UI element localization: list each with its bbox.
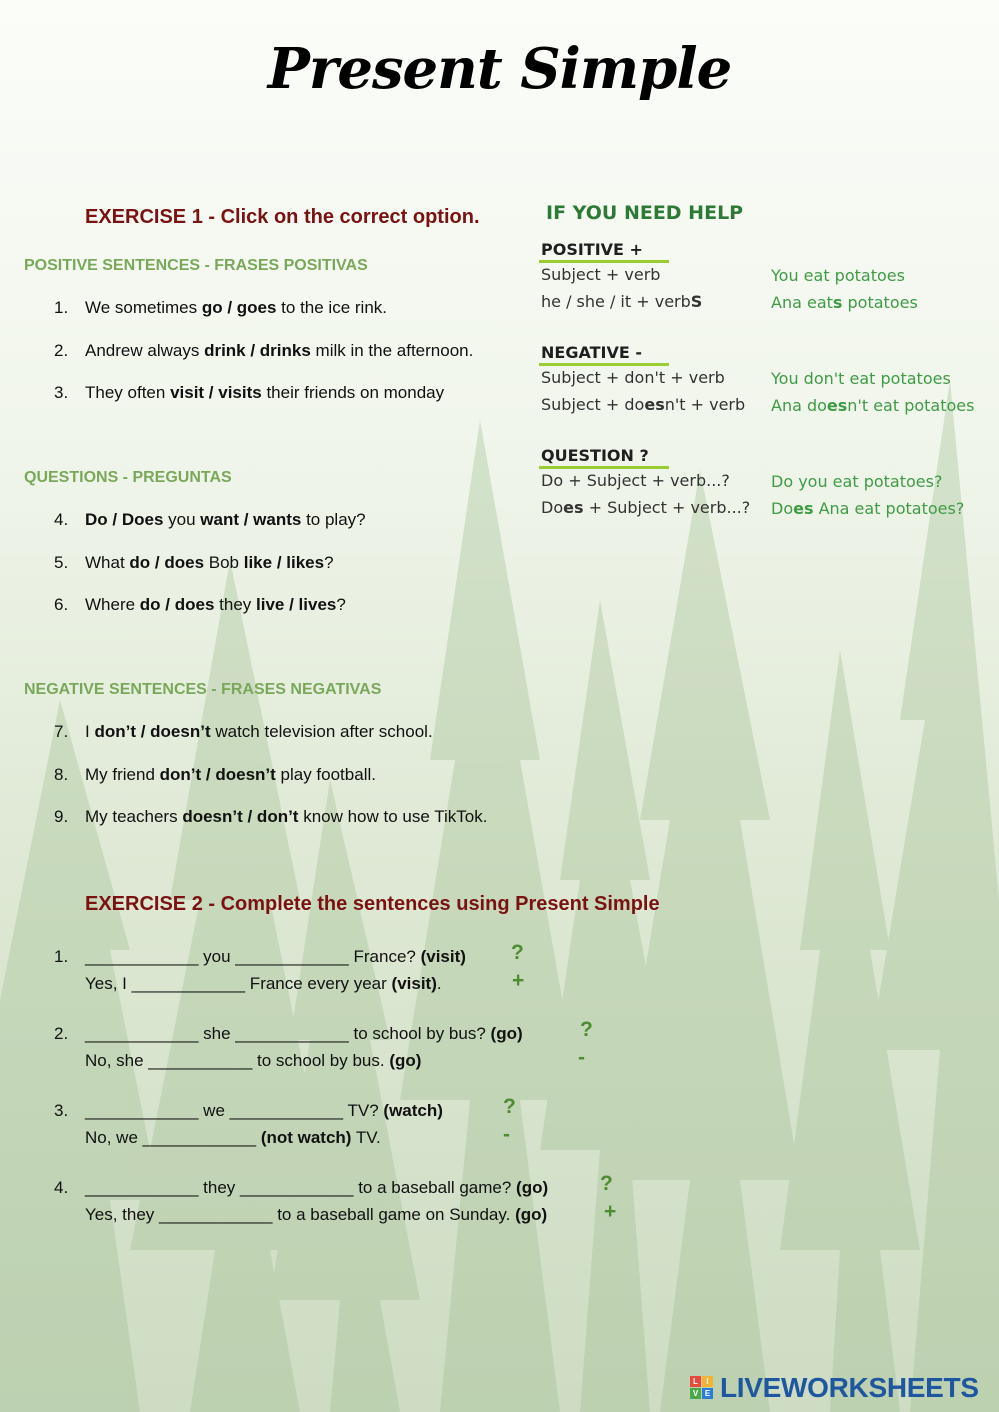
heading-underline: [539, 363, 669, 366]
verb-hint: (go): [516, 1178, 549, 1197]
bold-segment: s: [832, 292, 843, 312]
text-segment: No, we ____________: [85, 1128, 261, 1147]
item-number: 9.: [54, 807, 69, 826]
option-choice[interactable]: like / likes: [243, 552, 325, 572]
text-segment: Yes, I ____________ France every year: [85, 974, 392, 993]
item-text: [85, 765, 376, 785]
page-title: Present Simple: [267, 36, 732, 102]
item-number: 7.: [54, 722, 69, 741]
bold-segment: es: [644, 394, 665, 414]
answer-line[interactable]: [85, 974, 442, 994]
verb-hint: (go): [490, 1024, 523, 1043]
item-number: 3.: [54, 383, 69, 402]
exercise-1-item: [0, 383, 560, 405]
option-choice[interactable]: do / does: [139, 595, 215, 614]
text-segment: ____________ you ____________ France?: [85, 947, 421, 966]
exercise-1-item: [0, 807, 560, 829]
text-segment: They often: [85, 383, 171, 402]
text-segment: .: [436, 974, 442, 993]
text-segment: ____________ she ____________ to school by bus?: [85, 1024, 491, 1043]
text-segment: milk in the afternoon.: [310, 340, 474, 360]
verb-hint: (visit): [391, 974, 437, 993]
text-segment: My friend: [85, 764, 160, 784]
question-line[interactable]: [85, 1024, 523, 1044]
help-rule: [541, 498, 750, 517]
help-example: [771, 369, 951, 388]
help-rule: [541, 395, 745, 414]
bold-segment: es: [826, 395, 848, 415]
item-number: 1.: [54, 298, 69, 317]
exercise-2-item: [0, 1018, 700, 1074]
help-rule: [541, 265, 660, 284]
text-segment: You don't eat potatoes: [771, 369, 951, 388]
help-heading: QUESTION ?: [541, 446, 649, 465]
question-line[interactable]: [85, 947, 466, 967]
text-segment: Where: [85, 595, 140, 614]
text-segment: watch television after school.: [210, 722, 433, 741]
text-segment: Subject + don't + verb: [541, 368, 725, 387]
help-rule: [541, 471, 730, 490]
text-segment: What: [85, 552, 130, 572]
text-segment: I: [85, 722, 95, 741]
item-number: 3.: [54, 1101, 69, 1120]
item-number: 4.: [54, 510, 69, 529]
logo-icon-cell: E: [702, 1388, 713, 1399]
answer-line[interactable]: [85, 1128, 381, 1148]
answer-sign: +: [512, 969, 525, 992]
item-number: 2.: [54, 1024, 69, 1043]
text-segment: Do: [541, 497, 564, 517]
item-text: [85, 383, 444, 403]
verb-hint: (visit): [420, 947, 466, 966]
item-text: [85, 553, 334, 573]
exercise-1-item: [0, 298, 560, 320]
option-choice[interactable]: do / does: [129, 552, 205, 572]
option-choice[interactable]: don’t / doesn’t: [94, 722, 211, 741]
text-segment: ____________ they ____________ to a baseball game?: [85, 1178, 517, 1197]
answer-sign: -: [503, 1123, 510, 1146]
text-segment: No, she ___________ to school by bus.: [85, 1051, 390, 1070]
text-segment: to play?: [301, 510, 366, 529]
question-sign: ?: [511, 941, 524, 964]
option-choice[interactable]: live / lives: [256, 595, 337, 614]
item-number: 2.: [54, 340, 69, 360]
text-segment: he / she / it + verb: [541, 291, 691, 311]
bold-segment: es: [793, 498, 814, 518]
text-segment: Do + Subject + verb...?: [541, 471, 730, 490]
help-heading: POSITIVE +: [541, 240, 643, 259]
text-segment: potatoes: [842, 292, 918, 312]
item-number: 1.: [54, 947, 69, 966]
section-heading: NEGATIVE SENTENCES - FRASES NEGATIVAS: [24, 681, 382, 698]
text-segment: their friends on monday: [261, 383, 445, 402]
exercise-1-item: [0, 553, 560, 575]
item-text: [85, 298, 387, 318]
text-segment: know how to use TikTok.: [298, 807, 488, 826]
exercise-1-item: [0, 510, 560, 532]
logo-text: LIVEWORKSHEETS: [720, 1372, 979, 1403]
logo-icon-cell: I: [702, 1376, 713, 1387]
item-number: 4.: [54, 1178, 69, 1197]
option-choice[interactable]: don’t / doesn’t: [159, 764, 276, 784]
text-segment: Ana eat potatoes?: [813, 498, 965, 518]
exercise-1-item: [0, 341, 560, 363]
verb-hint: (go): [389, 1051, 422, 1070]
answer-line[interactable]: [85, 1051, 421, 1071]
option-choice[interactable]: want / wants: [200, 510, 302, 529]
item-text: [85, 595, 346, 615]
logo-icon: [690, 1376, 714, 1400]
help-rule: [541, 292, 702, 311]
bold-segment: es: [563, 497, 584, 517]
text-segment: + Subject + verb...?: [583, 497, 751, 517]
option-choice[interactable]: go / goes: [201, 298, 277, 317]
liveworksheets-logo: [690, 1372, 990, 1404]
text-segment: We sometimes: [85, 298, 202, 317]
text-segment: to the ice rink.: [276, 298, 388, 317]
text-segment: Subject + verb: [541, 265, 661, 284]
text-segment: Ana do: [771, 395, 827, 415]
text-segment: n't + verb: [664, 394, 746, 414]
question-line[interactable]: [85, 1101, 443, 1121]
question-sign: ?: [580, 1018, 593, 1041]
item-text: [85, 510, 366, 530]
help-heading: NEGATIVE -: [541, 343, 642, 362]
text-segment: Yes, they ____________ to a baseball game on Sunday.: [85, 1205, 516, 1224]
item-number: 6.: [54, 595, 69, 614]
verb-hint: (go): [515, 1205, 548, 1224]
help-example: [771, 396, 974, 415]
question-line[interactable]: [85, 1178, 548, 1198]
text-segment: ____________ we ____________ TV?: [85, 1101, 384, 1120]
exercise-1-item: [0, 722, 560, 744]
answer-line[interactable]: [85, 1205, 547, 1225]
text-segment: n't eat potatoes: [847, 395, 975, 415]
help-example: [771, 499, 964, 518]
help-example: [771, 472, 942, 491]
item-number: 8.: [54, 764, 69, 784]
logo-icon-cell: L: [690, 1376, 701, 1387]
exercise-1-item: [0, 765, 560, 787]
option-choice[interactable]: doesn’t / don’t: [182, 807, 299, 826]
text-segment: My teachers: [85, 807, 183, 826]
help-example: [771, 266, 905, 285]
item-text: [85, 807, 487, 827]
question-sign: ?: [600, 1172, 613, 1195]
item-number: 5.: [54, 552, 69, 572]
help-rule: [541, 368, 725, 387]
text-segment: TV.: [351, 1128, 381, 1147]
section-heading: POSITIVE SENTENCES - FRASES POSITIVAS: [24, 257, 368, 274]
option-choice[interactable]: Do / Does: [85, 510, 164, 529]
text-segment: Subject + do: [541, 394, 645, 414]
text-segment: play football.: [275, 764, 376, 784]
item-text: [85, 341, 473, 361]
text-segment: ?: [324, 552, 334, 572]
text-segment: you: [163, 510, 201, 529]
exercise-2-item: [0, 1172, 700, 1228]
question-sign: ?: [503, 1095, 516, 1118]
text-segment: they: [214, 595, 257, 614]
item-text: [85, 722, 433, 742]
logo-icon-cell: V: [690, 1388, 701, 1399]
verb-hint: (watch): [383, 1101, 443, 1120]
bold-segment: S: [690, 291, 703, 311]
option-choice[interactable]: drink / drinks: [204, 340, 311, 360]
text-segment: Do: [771, 498, 794, 518]
exercise-2-title: EXERCISE 2 - Complete the sentences using Present Simple: [85, 893, 660, 915]
text-segment: You eat potatoes: [771, 266, 905, 285]
text-segment: Bob: [204, 552, 244, 572]
text-segment: ?: [336, 595, 346, 614]
help-title: IF YOU NEED HELP: [546, 202, 744, 224]
section-heading: QUESTIONS - PREGUNTAS: [24, 469, 232, 486]
text-segment: Ana eat: [771, 292, 833, 312]
exercise-1-title: EXERCISE 1 - Click on the correct option.: [85, 206, 480, 228]
option-choice[interactable]: visit / visits: [170, 383, 262, 402]
heading-underline: [539, 466, 669, 469]
help-example: [771, 293, 918, 312]
verb-hint: (not watch): [260, 1128, 352, 1147]
answer-sign: -: [578, 1046, 585, 1069]
text-segment: Andrew always: [85, 340, 205, 360]
exercise-2-item: [0, 1095, 700, 1151]
exercise-1-item: [0, 595, 560, 617]
answer-sign: +: [604, 1200, 617, 1223]
heading-underline: [539, 260, 669, 263]
exercise-2-item: [0, 941, 700, 997]
text-segment: Do you eat potatoes?: [771, 472, 943, 491]
